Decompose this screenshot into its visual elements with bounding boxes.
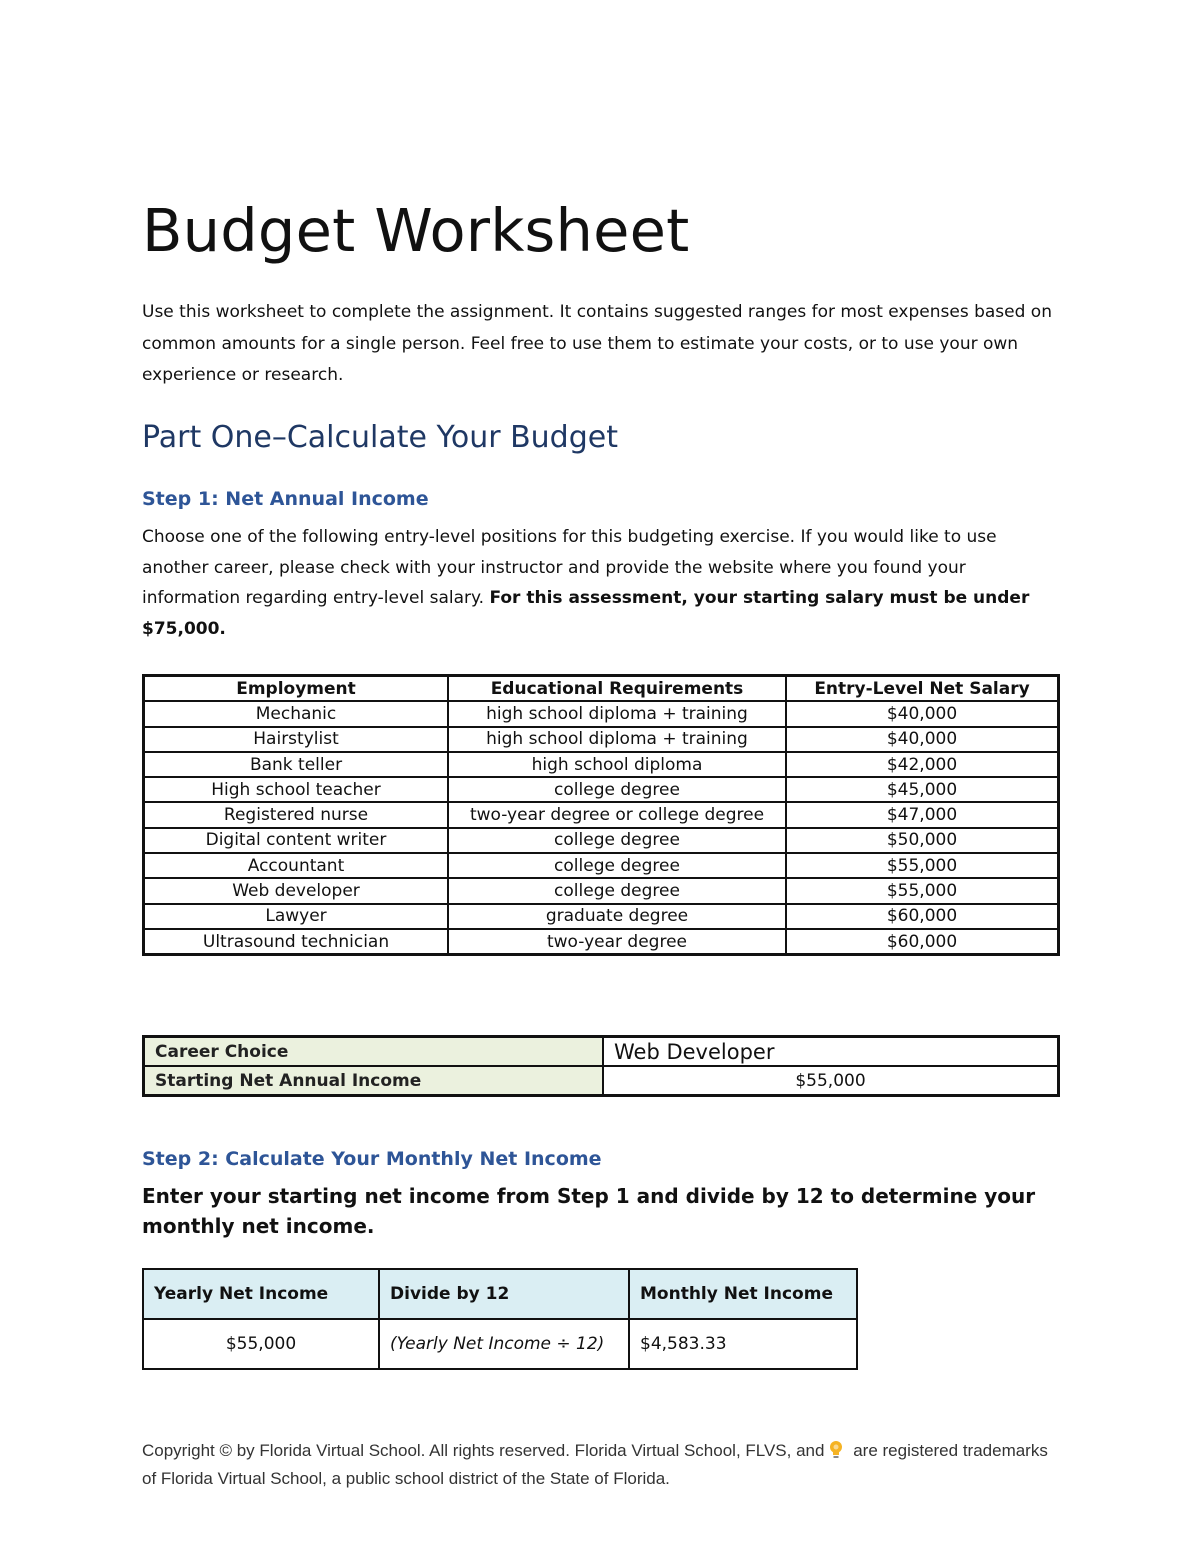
starting-income-label: Starting Net Annual Income — [144, 1066, 604, 1096]
cell-salary: $55,000 — [786, 853, 1059, 878]
page-title: Budget Worksheet — [142, 196, 690, 265]
yearly-net-income-field[interactable]: $55,000 — [143, 1319, 379, 1369]
career-choice-label: Career Choice — [144, 1037, 604, 1067]
header-employment: Employment — [144, 676, 449, 702]
employment-table-header — [144, 676, 1059, 702]
table-row — [144, 878, 1059, 903]
starting-income-row — [144, 1066, 1059, 1096]
header-education: Educational Requirements — [448, 676, 786, 702]
table-row — [144, 828, 1059, 853]
footer-text-start: Copyright © by Florida Virtual School. All rights reserved. Florida Virtual School, FLVS, and — [142, 1441, 825, 1460]
header-salary: Entry-Level Net Salary — [786, 676, 1059, 702]
step1-salary-requirement: For this assessment, your starting salary must be under $75,000. — [142, 588, 1030, 639]
table-row — [144, 727, 1059, 752]
cell-education: graduate degree — [448, 904, 786, 929]
cell-employment: High school teacher — [144, 777, 449, 802]
cell-salary: $45,000 — [786, 777, 1059, 802]
lightbulb-icon — [828, 1440, 844, 1468]
table-row — [144, 929, 1059, 955]
step1-text: Choose one of the following entry-level positions for this budgeting exercise. If you would like to use another career, please check with your instructor and provide the website where you found your information regarding entry-level salary. — [142, 527, 997, 608]
cell-education: college degree — [448, 777, 786, 802]
cell-salary: $42,000 — [786, 752, 1059, 777]
footer-text-end: are registered trademarks of Florida Virtual School, a public school district of the State of Florida. — [142, 1441, 1048, 1488]
table-row — [144, 701, 1059, 726]
cell-employment: Web developer — [144, 878, 449, 903]
cell-salary: $60,000 — [786, 904, 1059, 929]
monthly-income-table — [142, 1268, 858, 1370]
career-choice-row — [144, 1037, 1059, 1067]
cell-education: two-year degree — [448, 929, 786, 955]
table-row — [144, 853, 1059, 878]
cell-employment: Registered nurse — [144, 802, 449, 827]
cell-salary: $47,000 — [786, 802, 1059, 827]
cell-employment: Hairstylist — [144, 727, 449, 752]
cell-education: college degree — [448, 828, 786, 853]
employment-table — [142, 674, 1060, 956]
cell-salary: $40,000 — [786, 701, 1059, 726]
career-choice-table — [142, 1035, 1060, 1097]
cell-education: college degree — [448, 878, 786, 903]
header-divide-by-12: Divide by 12 — [379, 1269, 629, 1319]
cell-employment: Bank teller — [144, 752, 449, 777]
cell-education: college degree — [448, 853, 786, 878]
cell-salary: $55,000 — [786, 878, 1059, 903]
table-row — [144, 904, 1059, 929]
cell-employment: Accountant — [144, 853, 449, 878]
monthly-net-income-field[interactable]: $4,583.33 — [629, 1319, 857, 1369]
starting-income-field[interactable]: $55,000 — [603, 1066, 1059, 1096]
cell-salary: $50,000 — [786, 828, 1059, 853]
header-yearly-net-income: Yearly Net Income — [143, 1269, 379, 1319]
table-row — [144, 777, 1059, 802]
part-one-heading: Part One–Calculate Your Budget — [142, 420, 618, 455]
step1-instructions — [142, 522, 1060, 644]
monthly-income-header-row — [143, 1269, 857, 1319]
copyright-footer — [142, 1440, 1060, 1490]
monthly-income-value-row — [143, 1319, 857, 1369]
divide-formula: (Yearly Net Income ÷ 12) — [379, 1319, 629, 1369]
cell-employment: Lawyer — [144, 904, 449, 929]
cell-salary: $40,000 — [786, 727, 1059, 752]
cell-salary: $60,000 — [786, 929, 1059, 955]
cell-education: high school diploma + training — [448, 727, 786, 752]
cell-education: two-year degree or college degree — [448, 802, 786, 827]
cell-education: high school diploma — [448, 752, 786, 777]
cell-employment: Ultrasound technician — [144, 929, 449, 955]
step2-heading: Step 2: Calculate Your Monthly Net Income — [142, 1148, 602, 1170]
step2-instructions: Enter your starting net income from Step 1 and divide by 12 to determine your monthly net income. — [142, 1184, 1036, 1238]
header-monthly-net-income: Monthly Net Income — [629, 1269, 857, 1319]
table-row — [144, 802, 1059, 827]
step1-heading: Step 1: Net Annual Income — [142, 488, 429, 510]
cell-education: high school diploma + training — [448, 701, 786, 726]
career-choice-field[interactable]: Web Developer — [603, 1037, 1059, 1067]
cell-employment: Digital content writer — [144, 828, 449, 853]
table-row — [144, 752, 1059, 777]
cell-employment: Mechanic — [144, 701, 449, 726]
intro-paragraph: Use this worksheet to complete the assignment. It contains suggested ranges for most expenses based on common amounts for a single person. Feel free to use them to estimate your costs, or to use your own experience or research. — [142, 302, 1052, 385]
